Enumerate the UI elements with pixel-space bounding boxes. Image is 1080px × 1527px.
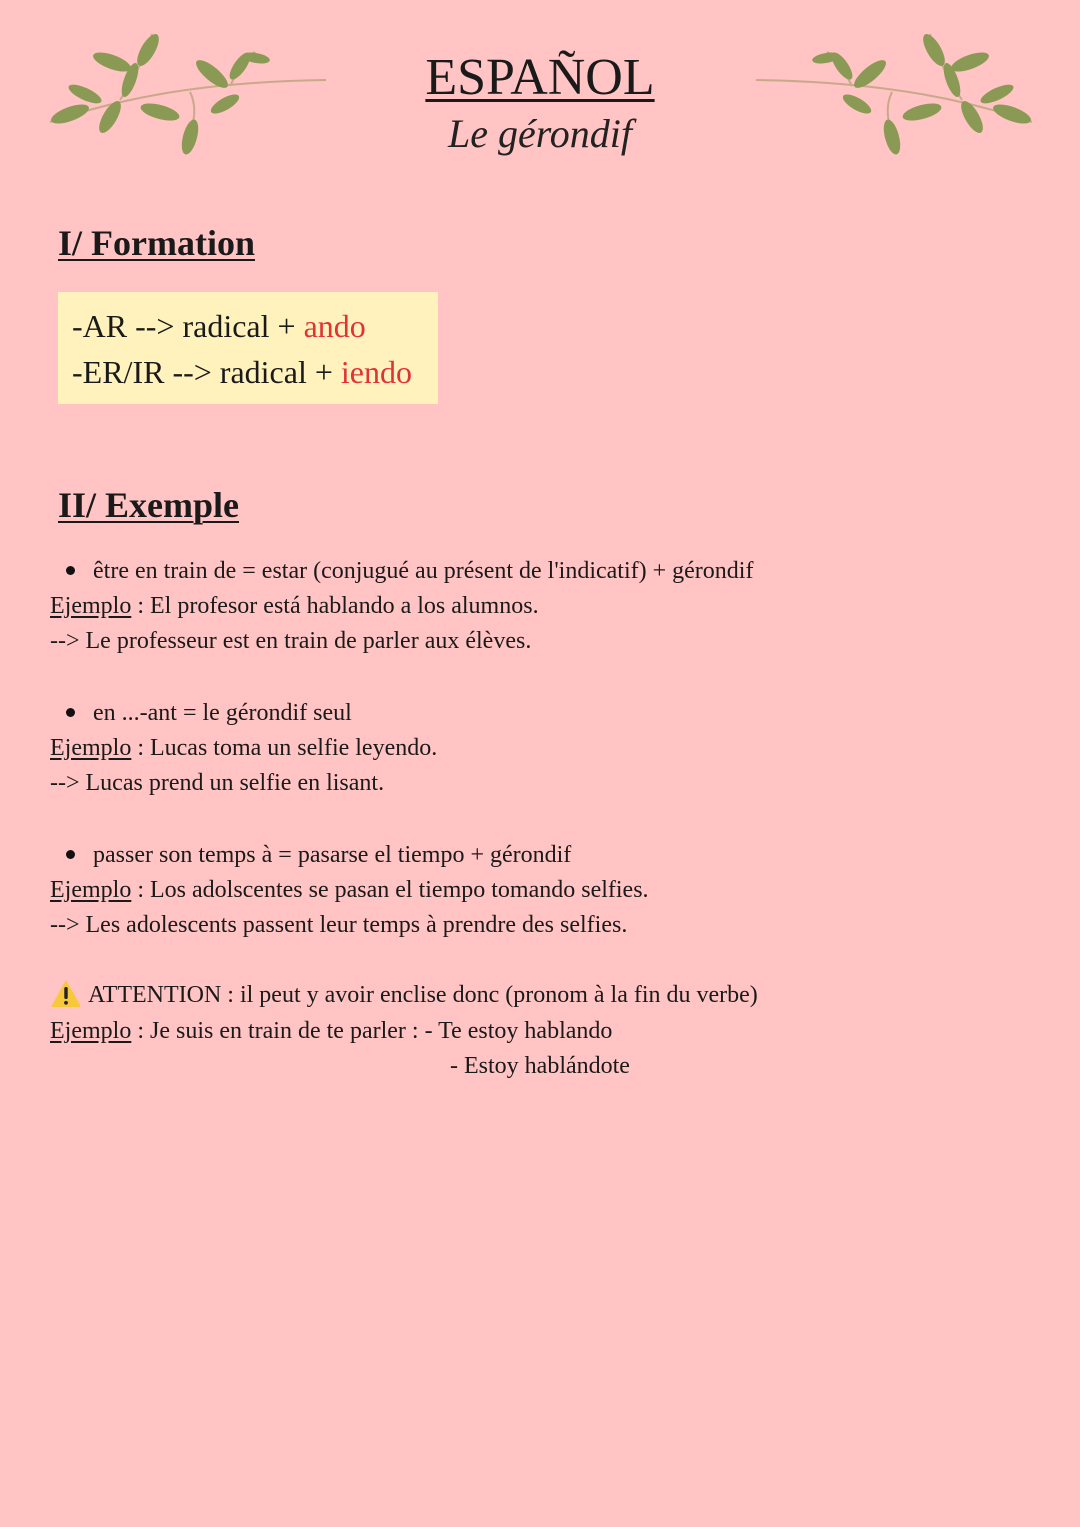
page-subtitle: Le gérondif xyxy=(447,111,633,156)
bullet-icon xyxy=(66,566,75,575)
page-title: ESPAÑOL xyxy=(425,49,655,106)
warning-icon xyxy=(50,978,82,1008)
example-line xyxy=(50,875,649,905)
bullet-text: passer son temps à = pasarse el tiempo + gérondif xyxy=(93,842,572,868)
attention-text: ATTENTION : il peut y avoir enclise donc (pronom à la fin du verbe) xyxy=(88,982,758,1008)
bullet-icon xyxy=(66,850,75,859)
example-line xyxy=(50,1016,612,1046)
section-exemple-title: II/ Exemple xyxy=(58,485,240,525)
formula-prefix: -ER/IR --> radical + xyxy=(72,354,341,390)
bullet-item xyxy=(66,556,753,586)
formula-prefix: -AR --> radical + xyxy=(72,308,304,344)
example-label: Ejemplo xyxy=(50,877,132,903)
translation-line: --> Lucas prend un selfie en lisant. xyxy=(50,770,385,796)
bullet-text: être en train de = estar (conjugué au présent de l'indicatif) + gérondif xyxy=(93,558,754,584)
bullet-item xyxy=(66,698,352,728)
example-line xyxy=(50,591,539,621)
bullet-icon xyxy=(66,708,75,717)
section-formation-title: I/ Formation xyxy=(58,223,255,263)
example-alt-line: - Estoy hablándote xyxy=(450,1053,630,1079)
formula-rule-er-ir xyxy=(72,352,412,392)
translation-line: --> Les adolescents passent leur temps à prendre des selfies. xyxy=(50,912,628,938)
translation-line: --> Le professeur est en train de parler aux élèves. xyxy=(50,628,532,654)
example-text: : Lucas toma un selfie leyendo. xyxy=(131,735,438,761)
example-label: Ejemplo xyxy=(50,735,132,761)
example-text: : Los adolscentes se pasan el tiempo tomando selfies. xyxy=(131,877,649,903)
bullet-item xyxy=(66,840,571,870)
example-line xyxy=(50,733,437,763)
bullet-text: en ...-ant = le gérondif seul xyxy=(93,700,352,726)
example-label: Ejemplo xyxy=(50,1018,132,1044)
formula-ending: ando xyxy=(303,308,366,344)
example-text: : El profesor está hablando a los alumnos. xyxy=(131,593,539,619)
formula-box xyxy=(58,292,438,404)
example-label: Ejemplo xyxy=(50,593,132,619)
example-text: : Je suis en train de te parler : - Te estoy hablando xyxy=(131,1018,613,1044)
formula-rule-ar xyxy=(72,306,366,346)
attention-line xyxy=(50,980,758,1011)
formula-ending: iendo xyxy=(340,354,412,390)
